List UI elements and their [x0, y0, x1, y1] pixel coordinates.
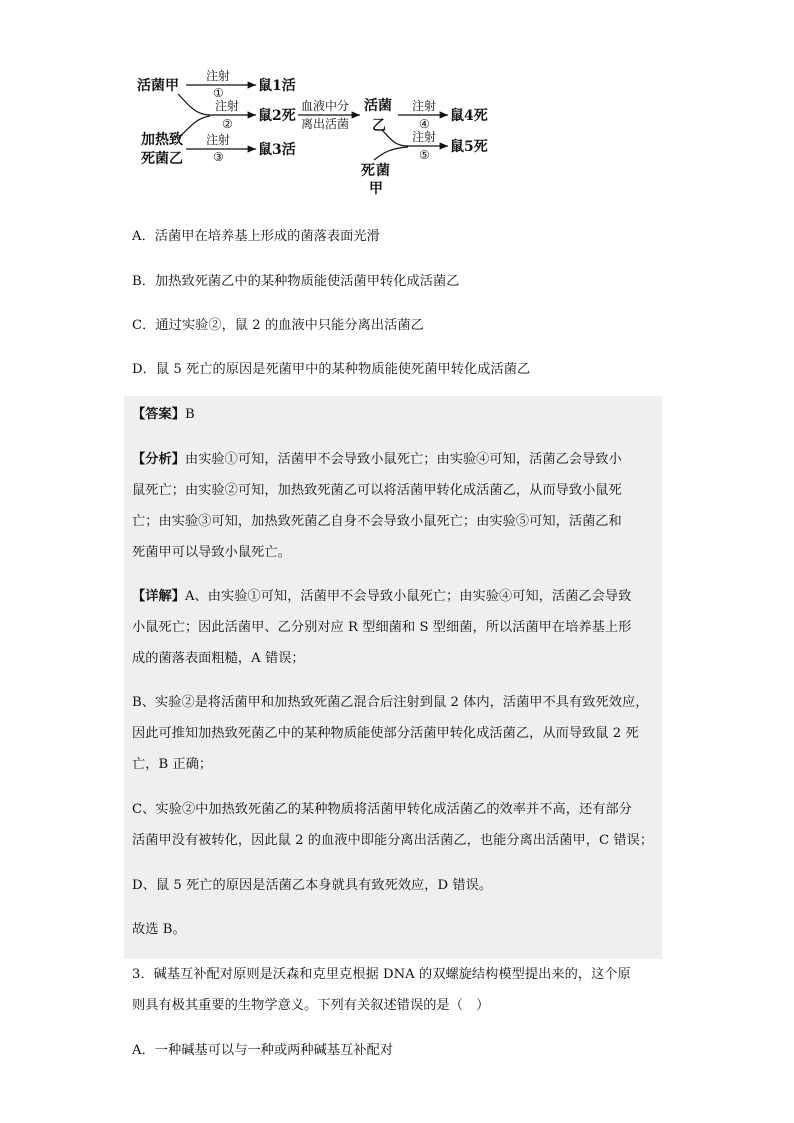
option-d: D．鼠 5 死亡的原因是死菌甲中的某种物质能使死菌甲转化成活菌乙: [132, 362, 531, 377]
question3-line-2: 则具有极其重要的生物学意义。下列有关叙述错误的是（ ）: [132, 998, 490, 1013]
answer-value: B: [184, 407, 195, 422]
analysis-tag: 【分析】: [132, 452, 185, 467]
analysis-line-1: [132, 452, 622, 468]
inject-label-2: 注射: [215, 99, 240, 113]
detail-tag: 【详解】: [132, 589, 185, 604]
mouse1-result: 鼠1活: [258, 78, 296, 94]
detail-a-line-2: 小鼠死亡；因此活菌甲、乙分别对应 R 型细菌和 S 型细菌，所以活菌甲在培养基上形: [132, 620, 632, 635]
conclusion-line: 故选 B。: [132, 922, 186, 937]
detail-c-line-1: C、实验②中加热致死菌乙的某种物质将活菌甲转化成活菌乙的效率并不高，还有部分: [132, 802, 632, 817]
heated-dead-b-label-2: 死菌乙: [141, 151, 183, 167]
analysis-text-1: 由实验①可知，活菌甲不会导致小鼠死亡；由实验④可知，活菌乙会导致小: [184, 452, 622, 467]
mouse4-result: 鼠4死: [450, 108, 488, 124]
inject-label-4: 注射: [412, 99, 437, 113]
inject-label-1: 注射: [206, 69, 231, 83]
detail-a-text-1: A、由实验①可知，活菌甲不会导致小鼠死亡；由实验④可知，活菌乙会导致: [184, 589, 632, 604]
blood-isolation-label-2: 离出活菌: [301, 117, 350, 131]
experiment-diagram: [0, 0, 794, 205]
dead-bacteria-a-label-1: 死: [361, 163, 375, 179]
mouse5-result: 鼠5死: [450, 139, 488, 155]
exp5-number: ⑤: [419, 148, 430, 162]
detail-b-line-2: 因此可推知加热致死菌乙中的某种物质能使部分活菌甲转化成活菌乙，从而导致鼠 2 死: [132, 726, 639, 741]
analysis-line-4: 死菌甲可以导致小鼠死亡。: [132, 545, 291, 560]
option-c: C．通过实验②，鼠 2 的血液中只能分离出活菌乙: [132, 318, 424, 333]
live-bacteria-b-label-2: 乙: [372, 118, 386, 134]
blood-isolation-label-1: 血液中分: [301, 99, 350, 113]
dead-bacteria-a-label-3: 甲: [369, 181, 383, 197]
analysis-line-3: 亡；由实验③可知，加热致死菌乙自身不会导致小鼠死亡；由实验⑤可知，活菌乙和: [132, 514, 622, 529]
answer-line: [132, 407, 195, 423]
analysis-line-2: 鼠死亡；由实验②可知，加热致死菌乙可以将活菌甲转化成活菌乙，从而导致小鼠死: [132, 483, 622, 498]
mouse2-result: 鼠2死: [258, 108, 296, 124]
detail-a-line-3: 成的菌落表面粗糙，A 错误；: [132, 651, 305, 666]
detail-b-line-3: 亡，B 正确；: [132, 757, 213, 772]
heated-dead-b-label-1: 加热致: [141, 132, 183, 148]
option-b: B．加热致死菌乙中的某种物质能使活菌甲转化成活菌乙: [132, 274, 460, 289]
detail-line-1: [132, 589, 631, 605]
answer-tag: 【答案】: [132, 407, 185, 422]
option-a: A．活菌甲在培养基上形成的菌落表面光滑: [132, 229, 380, 244]
exp2-number: ②: [222, 117, 233, 131]
question3-option-a: A．一种碱基可以与一种或两种碱基互补配对: [132, 1043, 394, 1058]
detail-d-line-1: D、鼠 5 死亡的原因是活菌乙本身就具有致死效应，D 错误。: [132, 878, 493, 893]
answer-explanation-box: [124, 396, 662, 959]
exp3-number: ③: [213, 150, 224, 164]
exp4-number: ④: [419, 117, 430, 131]
detail-c-line-2: 活菌甲没有被转化，因此鼠 2 的血液中即能分离出活菌乙，也能分离出活菌甲，C 错误；: [132, 833, 654, 848]
live-bacteria-b-label-1: 活菌: [364, 98, 392, 114]
arrow-exp5-merge: [374, 147, 408, 160]
inject-label-5: 注射: [412, 130, 437, 144]
question3-line-1: 3．碱基互补配对原则是沃森和克里克根据 DNA 的双螺旋结构模型提出来的，这个原: [132, 967, 631, 982]
detail-b-line-1: B、实验②是将活菌甲和加热致死菌乙混合后注射到鼠 2 体内，活菌甲不具有致死效应，: [132, 695, 649, 710]
mouse3-result: 鼠3活: [258, 142, 296, 158]
live-bacteria-a-label: 活菌甲: [137, 78, 179, 94]
inject-label-3: 注射: [206, 133, 231, 147]
exp1-number: ①: [213, 86, 224, 100]
dead-bacteria-a-label-2: 菌: [376, 163, 390, 179]
